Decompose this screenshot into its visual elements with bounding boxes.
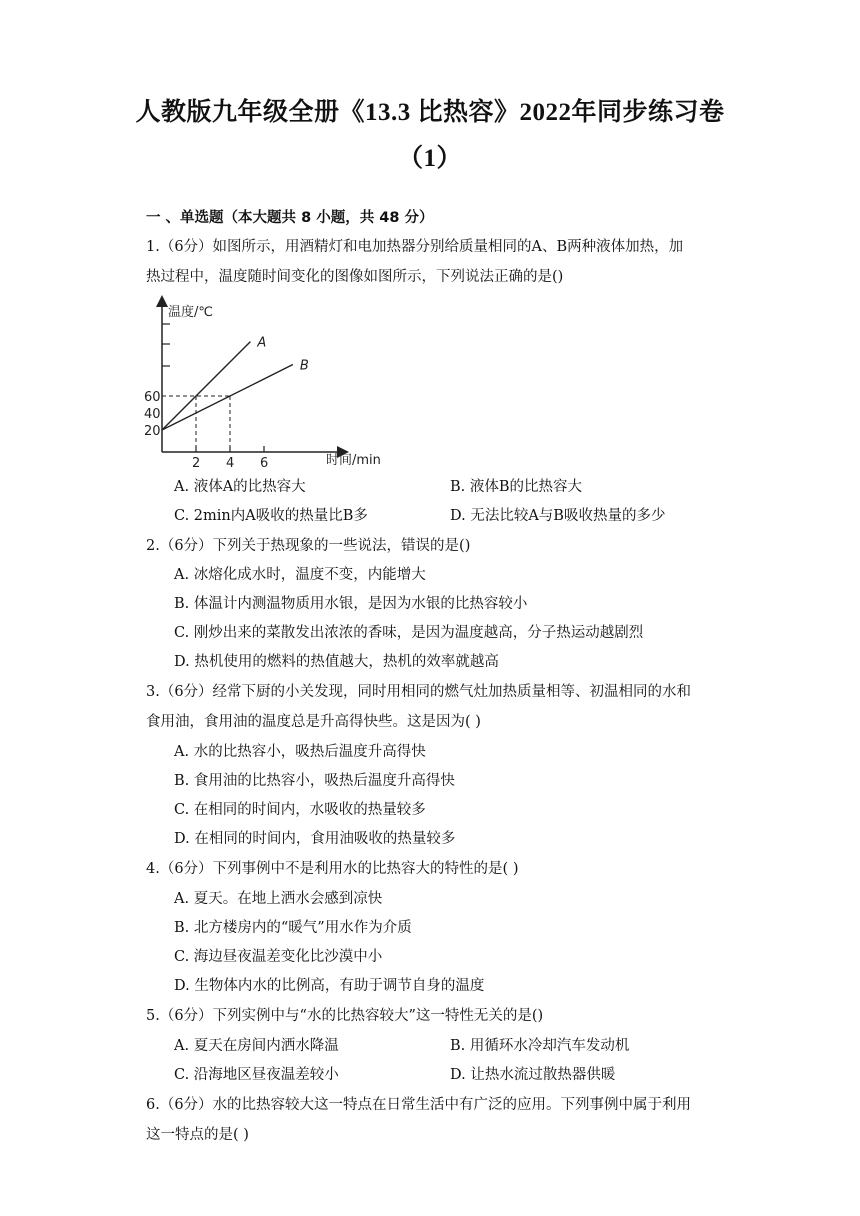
series-line-a: [162, 342, 250, 430]
question-2-stem: 2.（6分）下列关于热现象的一些说法，错误的是(): [146, 538, 471, 554]
q2-option-b[interactable]: B. 体温计内测温物质用水银，是因为水银的比热容较小: [174, 596, 528, 612]
q5-option-c[interactable]: C. 沿海地区昼夜温差较小: [174, 1067, 339, 1083]
q1-option-d[interactable]: D. 无法比较A与B吸收热量的多少: [450, 508, 666, 524]
y-tick-label: 60: [144, 390, 161, 405]
q4-option-d[interactable]: D. 生物体内水的比例高，有助于调节自身的温度: [174, 978, 485, 994]
q3-option-b[interactable]: B. 食用油的比热容小，吸热后温度升高得快: [174, 773, 455, 789]
series-label-b: B: [299, 358, 309, 374]
q5-option-d[interactable]: D. 让热水流过散热器供暖: [450, 1067, 616, 1083]
q4-option-c[interactable]: C. 海边昼夜温差变化比沙漠中小: [174, 949, 383, 965]
q5-option-b[interactable]: B. 用循环水冷却汽车发动机: [450, 1038, 630, 1054]
y-axis-label: 温度/℃: [168, 305, 213, 320]
page-title: 人教版九年级全册《13.3 比热容》2022年同步练习卷: [135, 99, 725, 126]
q1-option-b[interactable]: B. 液体B的比热容大: [450, 479, 583, 495]
q3-option-a[interactable]: A. 水的比热容小，吸热后温度升高得快: [174, 744, 426, 760]
y-tick-label: 40: [144, 407, 161, 422]
question-6-stem-line2: 这一特点的是( ): [146, 1127, 249, 1143]
q3-option-d[interactable]: D. 在相同的时间内，食用油吸收的热量较多: [174, 831, 456, 847]
temperature-time-chart: [140, 292, 400, 472]
section-heading: 一 、单选题（本大题共 8 小题，共 48 分）: [146, 210, 434, 226]
page-title-suffix: （1）: [397, 145, 462, 172]
y-tick-label: 20: [144, 424, 161, 439]
q1-option-c[interactable]: C. 2min内A吸收的热量比B多: [174, 508, 368, 524]
series-line-b: [162, 365, 293, 430]
q2-option-c[interactable]: C. 刚炒出来的菜散发出浓浓的香味，是因为温度越高，分子热运动越剧烈: [174, 625, 644, 641]
question-5-stem: 5.（6分）下列实例中与“水的比热容较大”这一特性无关的是(): [146, 1008, 544, 1024]
q4-option-b[interactable]: B. 北方楼房内的“暖气”用水作为介质: [174, 920, 412, 936]
question-3-stem-line1: 3.（6分）经常下厨的小关发现，同时用相同的燃气灶加热质量相等、初温相同的水和: [146, 684, 692, 700]
q2-option-d[interactable]: D. 热机使用的燃料的热值越大，热机的效率就越高: [174, 654, 499, 670]
question-1-stem-line1: 1.（6分）如图所示，用酒精灯和电加热器分别给质量相同的A、B两种液体加热，加: [146, 239, 684, 255]
q1-option-a[interactable]: A. 液体A的比热容大: [174, 479, 306, 495]
x-tick-label: 6: [260, 456, 269, 471]
question-6-stem-line1: 6.（6分）水的比热容较大这一特点在日常生活中有广泛的应用。下列事例中属于利用: [146, 1097, 692, 1113]
x-axis-label: 时间/min: [326, 453, 381, 468]
q3-option-c[interactable]: C. 在相同的时间内，水吸收的热量较多: [174, 802, 426, 818]
x-tick-label: 4: [226, 456, 235, 471]
series-label-a: A: [257, 335, 267, 351]
x-tick-label: 2: [192, 456, 201, 471]
question-1-stem-line2: 热过程中，温度随时间变化的图像如图所示，下列说法正确的是(): [146, 269, 564, 285]
question-3-stem-line2: 食用油，食用油的温度总是升高得快些。这是因为( ): [146, 714, 481, 730]
q4-option-a[interactable]: A. 夏天。在地上洒水会感到凉快: [174, 891, 383, 907]
q2-option-a[interactable]: A. 冰熔化成水时，温度不变，内能增大: [174, 567, 426, 583]
q5-option-a[interactable]: A. 夏天在房间内洒水降温: [174, 1038, 339, 1054]
question-4-stem: 4.（6分）下列事例中不是利用水的比热容大的特性的是( ): [146, 861, 519, 877]
